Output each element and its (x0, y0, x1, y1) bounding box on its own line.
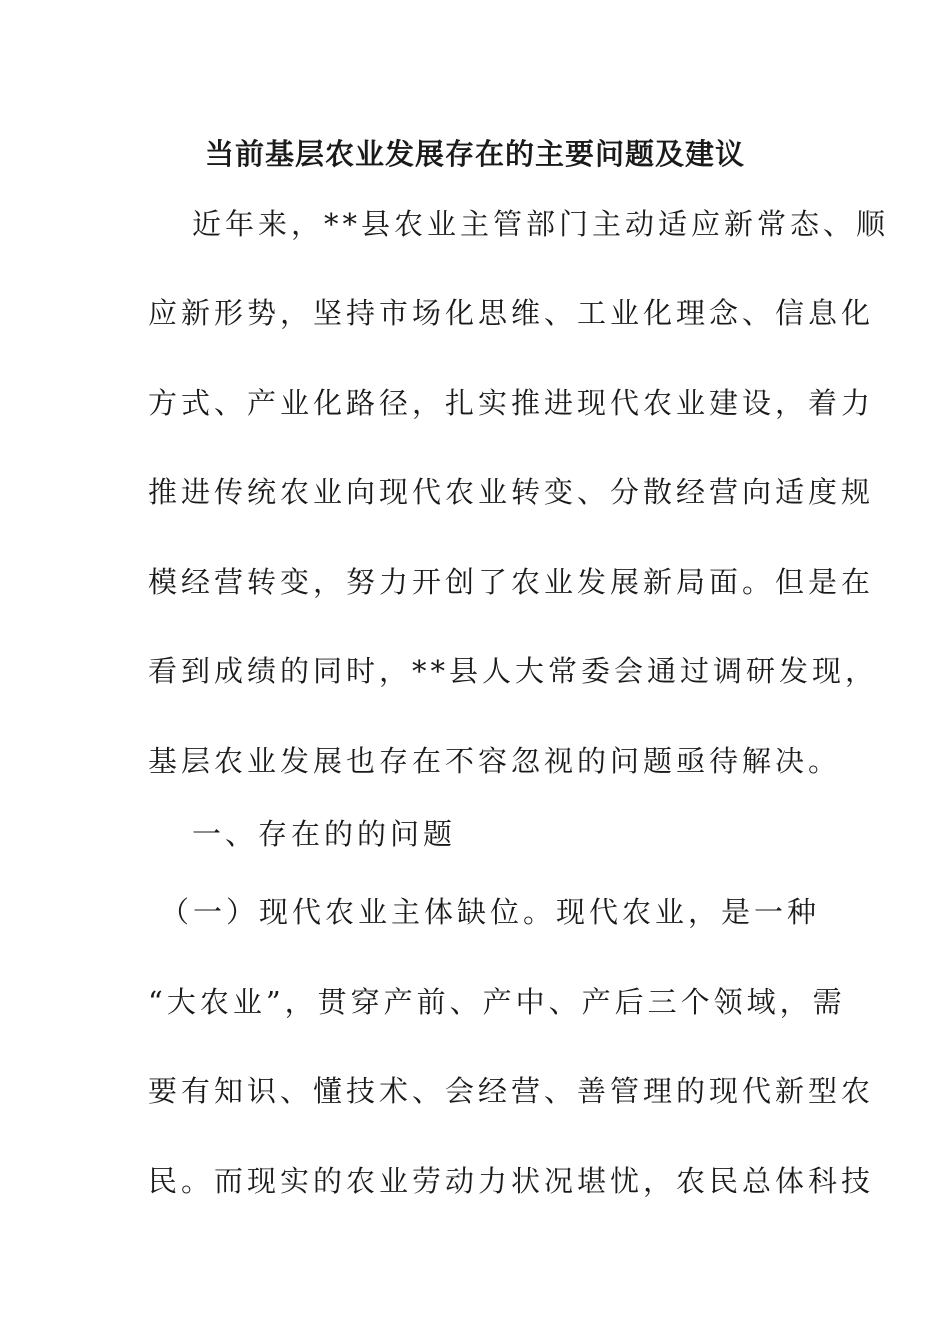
section-line: 民。而现实的农业劳动力状况堪忧，农民总体科技 (148, 1164, 875, 1198)
section-line: “大农业”，贯穿产前、产中、产后三个领域，需 (148, 985, 846, 1019)
paragraph-line: 方式、产业化路径，扎实推进现代农业建设，着力 (148, 386, 875, 420)
paragraph-line: 模经营转变，努力开创了农业发展新局面。但是在 (148, 565, 875, 599)
section-line: 要有知识、懂技术、会经营、善管理的现代新型农 (148, 1074, 875, 1108)
paragraph-line: 应新形势，坚持市场化思维、工业化理念、信息化 (148, 296, 875, 330)
paragraph-line: 推进传统农业向现代农业转变、分散经营向适度规 (148, 475, 875, 509)
document-title: 当前基层农业发展存在的主要问题及建议 (204, 137, 745, 171)
section-line: （一）现代农业主体缺位。现代农业，是一种 (160, 895, 821, 929)
paragraph-line: 近年来，**县农业主管部门主动适应新常态、顺 (192, 207, 890, 241)
paragraph-line: 基层农业发展也存在不容忽视的问题亟待解决。 (148, 744, 842, 778)
section-heading: 一、存在的的问题 (192, 817, 457, 851)
paragraph-line: 看到成绩的同时，**县人大常委会通过调研发现， (148, 654, 879, 688)
